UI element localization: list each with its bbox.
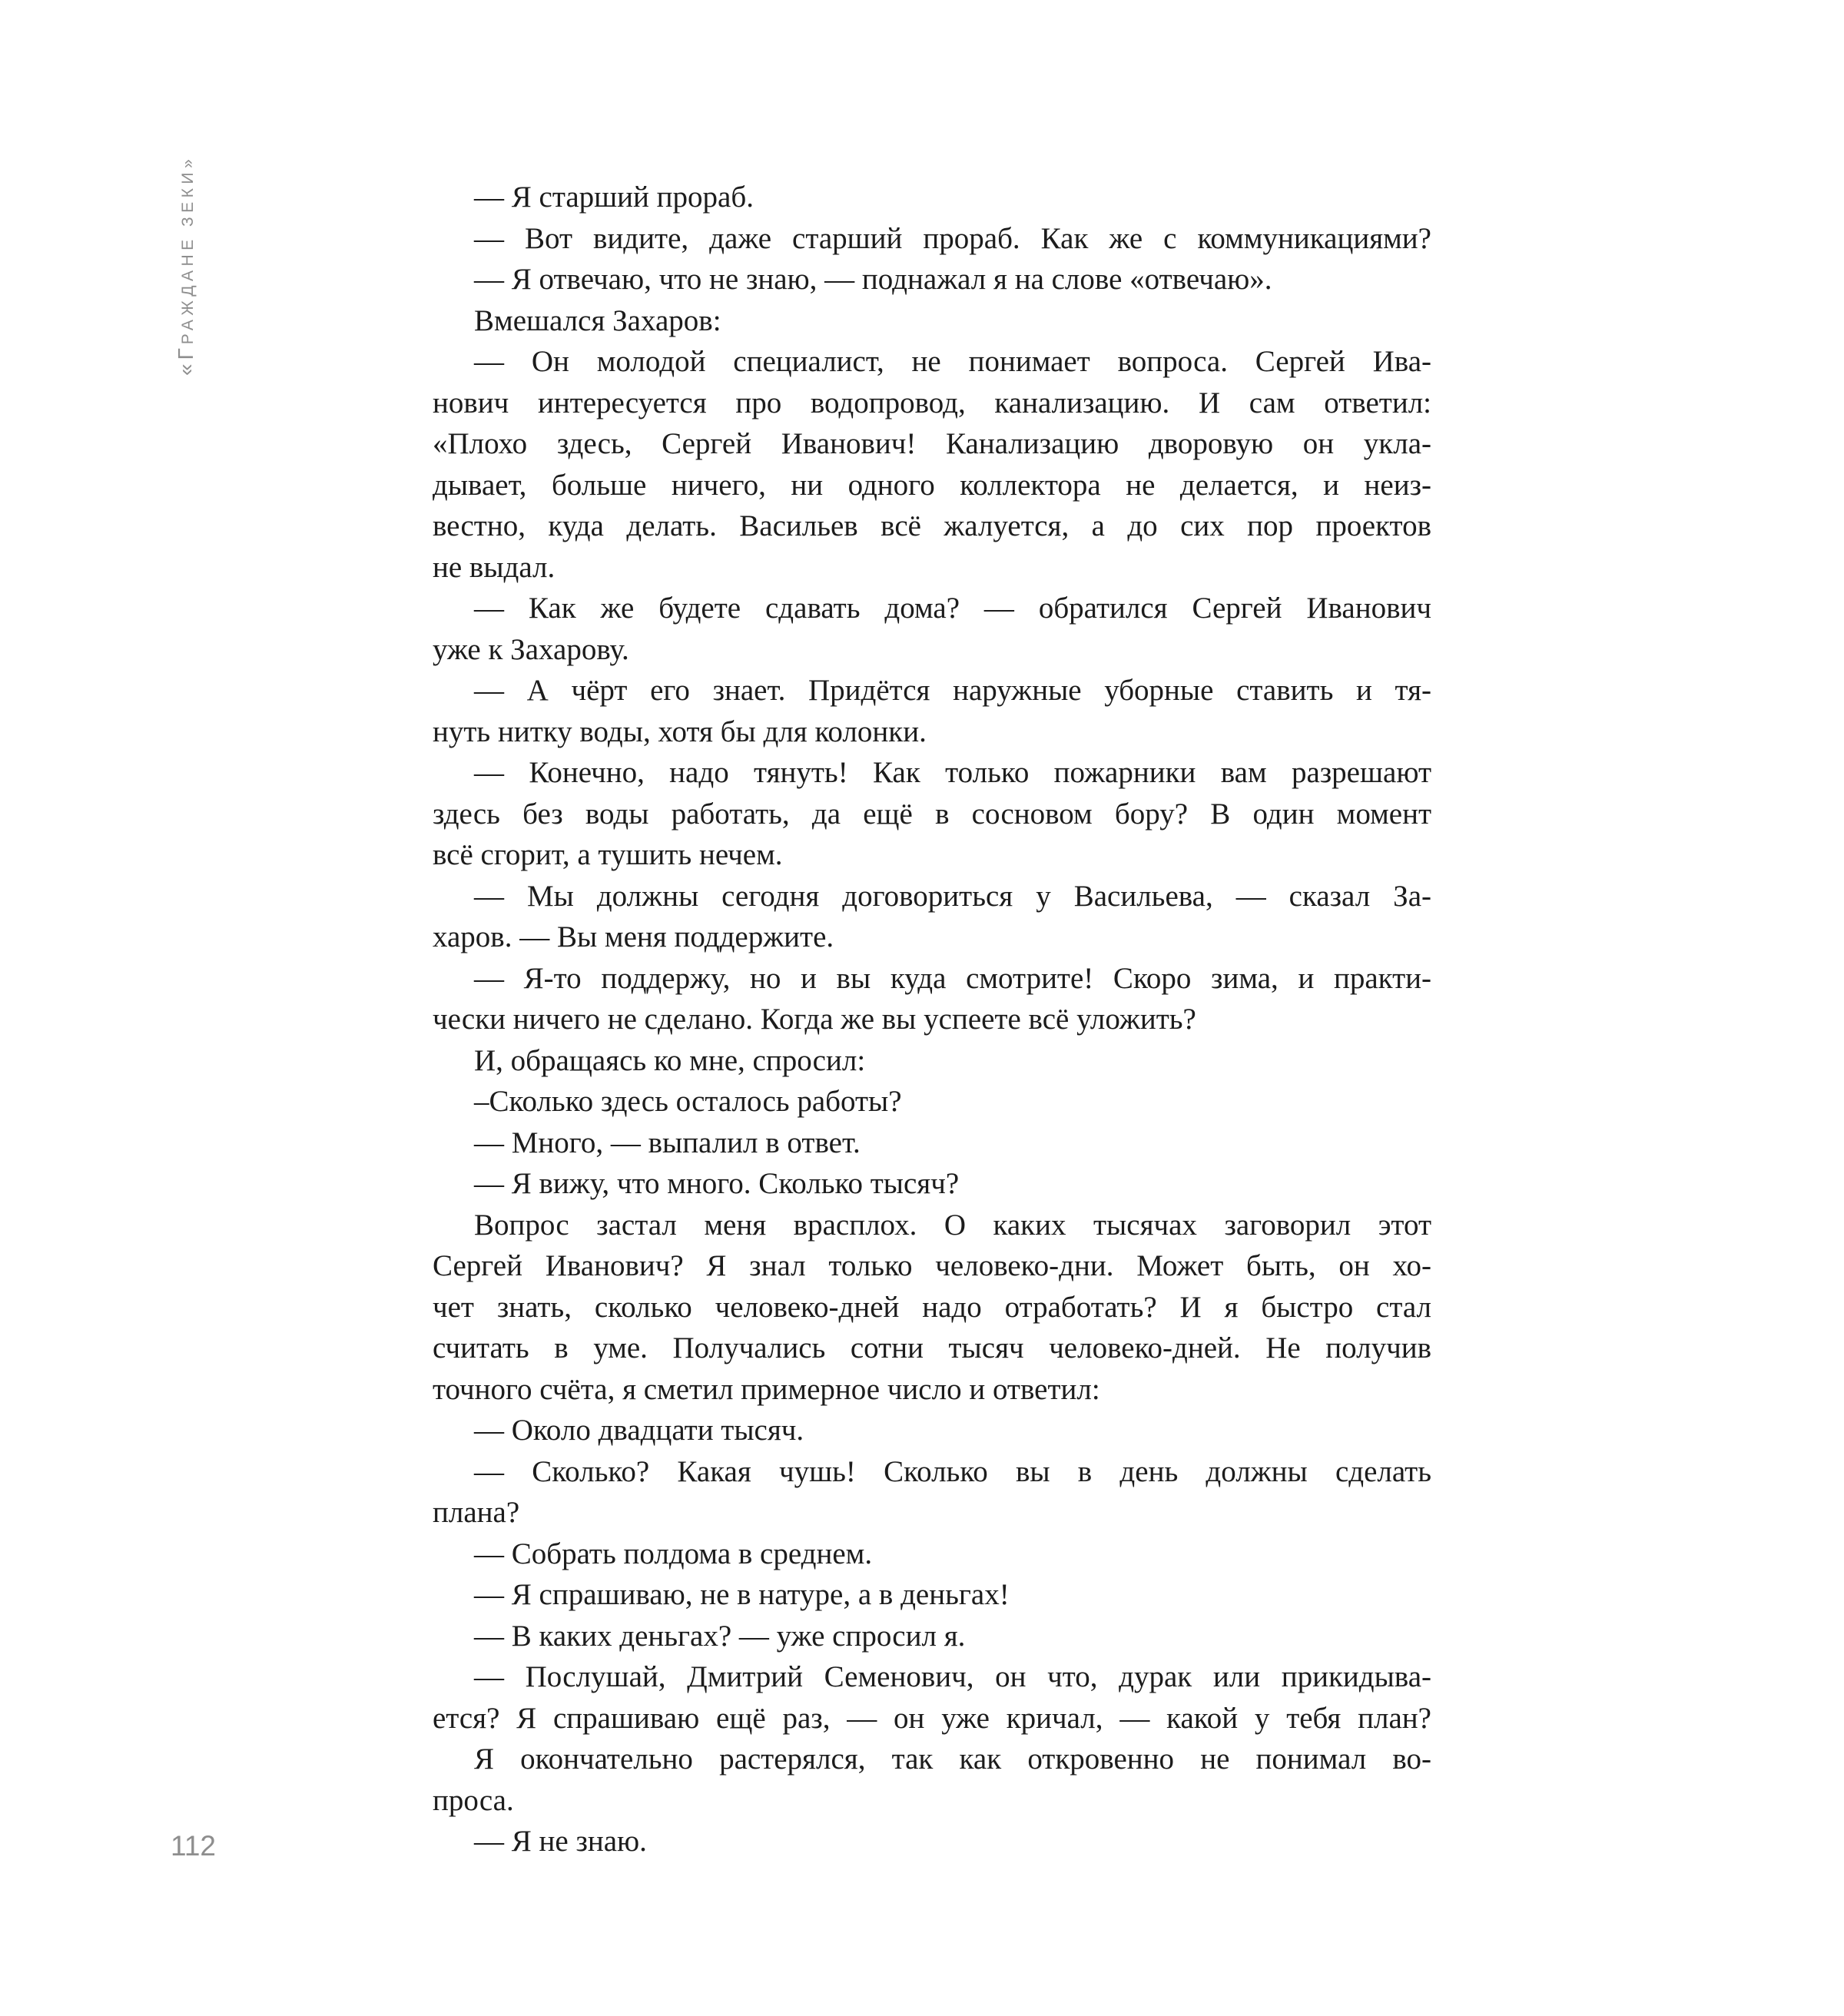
text-line: здесь без воды работать, да ещё в сосновом бору? В один момент bbox=[433, 797, 1431, 831]
text-line: — Много, — выпалил в ответ. bbox=[474, 1126, 861, 1159]
running-title-rest: РАЖДАНЕ ЗЕКИ» bbox=[179, 154, 197, 345]
text-line: — Я старший прораб. bbox=[474, 181, 754, 214]
page-number: 112 bbox=[171, 1830, 216, 1862]
text-line: — Я не знаю. bbox=[474, 1825, 647, 1858]
text-line: считать в уме. Получались сотни тысяч человеко-дней. Не получив bbox=[433, 1331, 1431, 1364]
text-line: точного счёта, я сметил примерное число и ответил: bbox=[433, 1372, 1100, 1406]
text-line: нуть нитку воды, хотя бы для колонки. bbox=[433, 715, 927, 748]
text-line: Я окончательно растерялся, так как откровенно не понимал во- bbox=[474, 1742, 1431, 1776]
text-line: — Собрать полдома в среднем. bbox=[474, 1537, 873, 1570]
text-line: — Послушай, Дмитрий Семенович, он что, дурак или прикидыва- bbox=[474, 1660, 1431, 1693]
text-line: — Сколько? Какая чушь! Сколько вы в день должны сделать bbox=[474, 1454, 1431, 1488]
text-line: не выдал. bbox=[433, 550, 556, 584]
text-line: — В каких деньгах? — уже спросил я. bbox=[474, 1619, 966, 1653]
text-line: нович интересуется про водопровод, канализацию. И сам ответил: bbox=[433, 386, 1431, 419]
text-line: — Вот видите, даже старший прораб. Как же с коммуникациями? bbox=[474, 221, 1431, 255]
text-line: плана? bbox=[433, 1496, 520, 1529]
text-line: — А чёрт его знает. Придётся наружные уборные ставить и тя- bbox=[474, 674, 1431, 707]
text-line: чески ничего не сделано. Когда же вы успеете всё уложить? bbox=[433, 1003, 1196, 1036]
text-line: — Я вижу, что много. Сколько тысяч? bbox=[474, 1167, 960, 1200]
text-line: ется? Я спрашиваю ещё раз, — он уже кричал, — какой у тебя план? bbox=[433, 1701, 1431, 1735]
text-line: –Сколько здесь осталось работы? bbox=[474, 1085, 902, 1118]
text-line: — Как же будете сдавать дома? — обратился Сергей Иванович bbox=[474, 592, 1431, 625]
text-line: — Он молодой специалист, не понимает вопроса. Сергей Ива- bbox=[474, 345, 1431, 378]
text-line: — Конечно, надо тянуть! Как только пожарники вам разрешают bbox=[474, 756, 1431, 789]
text-line: проса. bbox=[433, 1783, 514, 1817]
text-line: — Мы должны сегодня договориться у Васильева, — сказал За- bbox=[474, 879, 1431, 913]
text-line: — Около двадцати тысяч. bbox=[474, 1414, 804, 1447]
text-line: — Я спрашиваю, не в натуре, а в деньгах! bbox=[474, 1578, 1010, 1611]
text-line: всё сгорит, а тушить нечем. bbox=[433, 838, 783, 871]
text-line: Вопрос застал меня врасплох. О каких тысячах заговорил этот bbox=[474, 1208, 1431, 1242]
text-line: И, обращаясь ко мне, спросил: bbox=[474, 1043, 866, 1077]
text-line: — Я-то поддержу, но и вы куда смотрите! Скоро зима, и практи- bbox=[474, 961, 1431, 995]
running-title-lead: «Г bbox=[174, 344, 197, 376]
text-line: «Плохо здесь, Сергей Иванович! Канализацию дворовую он укла- bbox=[433, 427, 1431, 460]
text-line: уже к Захарову. bbox=[433, 632, 629, 666]
text-line: чет знать, сколько человеко-дней надо отработать? И я быстро стал bbox=[433, 1290, 1431, 1324]
text-line: вестно, куда делать. Васильев всё жалуется, а до сих пор проектов bbox=[433, 509, 1431, 542]
text-line: Вмешался Захаров: bbox=[474, 303, 721, 337]
text-line: — Я отвечаю, что не знаю, — поднажал я на слове «отвечаю». bbox=[474, 263, 1272, 296]
text-line: дывает, больше ничего, ни одного коллектора не делается, и неиз- bbox=[433, 468, 1431, 502]
text-line: Сергей Иванович? Я знал только человеко-дни. Может быть, он хо- bbox=[433, 1249, 1431, 1282]
running-title bbox=[174, 155, 198, 376]
page-text bbox=[433, 177, 1431, 1862]
text-line: харов. — Вы меня поддержите. bbox=[433, 920, 834, 953]
